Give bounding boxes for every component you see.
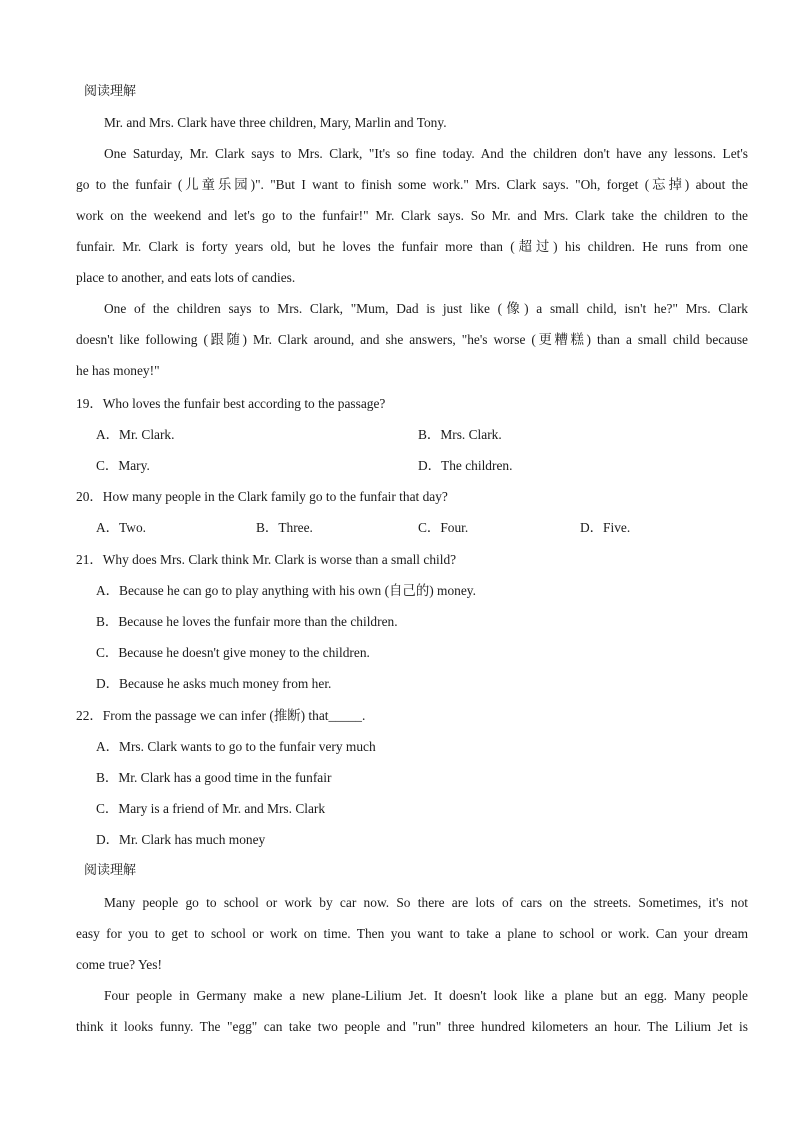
- passage-line: place to another, and eats lots of candies.: [76, 270, 296, 285]
- answer-option[interactable]: D．Because he asks much money from her.: [96, 676, 332, 691]
- answer-option[interactable]: C．Mary.: [96, 458, 150, 473]
- answer-option[interactable]: C．Mary is a friend of Mr. and Mrs. Clark: [96, 801, 326, 816]
- question-stem: 20．How many people in the Clark family go to the funfair that day?: [76, 489, 448, 504]
- passage-line: go to the funfair (儿童乐园)". "But I want to finish some work." Mrs. Clark says. "Oh, forget (忘掉) about the: [76, 177, 748, 192]
- question-stem: 22．From the passage we can infer (推断) that_____.: [76, 708, 366, 723]
- section-header: 阅读理解: [84, 84, 137, 99]
- section-header: 阅读理解: [84, 863, 137, 878]
- answer-option[interactable]: A．Two.: [96, 520, 147, 535]
- answer-option[interactable]: D．The children.: [418, 458, 513, 473]
- passage-line: funfair. Mr. Clark is forty years old, but he loves the funfair more than (超过) his children. He runs from one: [76, 239, 748, 254]
- passage-line: come true? Yes!: [76, 957, 162, 972]
- answer-option[interactable]: A．Mrs. Clark wants to go to the funfair very much: [96, 739, 376, 754]
- passage-line: One Saturday, Mr. Clark says to Mrs. Clark, "It's so fine today. And the children don't have any lessons. Let's: [104, 146, 748, 161]
- answer-option[interactable]: D．Mr. Clark has much money: [96, 832, 266, 847]
- passage-line: easy for you to get to school or work on time. Then you want to take a plane to school or work. Can your dream: [76, 926, 748, 941]
- answer-option[interactable]: A．Mr. Clark.: [96, 427, 175, 442]
- answer-option[interactable]: B．Mr. Clark has a good time in the funfair: [96, 770, 332, 785]
- passage-line: work on the weekend and let's go to the funfair!" Mr. Clark says. So Mr. and Mrs. Clark take the children to the: [76, 208, 748, 223]
- passage-line: Four people in Germany make a new plane-Lilium Jet. It doesn't look like a plane but an egg. Many people: [104, 988, 748, 1003]
- passage-line: One of the children says to Mrs. Clark, "Mum, Dad is just like (像) a small child, isn't he?" Mrs. Clark: [104, 301, 748, 316]
- answer-option[interactable]: C．Because he doesn't give money to the children.: [96, 645, 370, 660]
- answer-option[interactable]: B．Because he loves the funfair more than the children.: [96, 614, 398, 629]
- question-stem: 21．Why does Mrs. Clark think Mr. Clark is worse than a small child?: [76, 552, 457, 567]
- answer-option[interactable]: D．Five.: [580, 520, 631, 535]
- passage-line: think it looks funny. The "egg" can take two people and "run" three hundred kilometers an hour. The Lilium Jet is: [76, 1019, 748, 1034]
- answer-option[interactable]: B．Three.: [256, 520, 313, 535]
- passage-line: doesn't like following (跟随) Mr. Clark around, and she answers, "he's worse (更糟糕) than a small child because: [76, 332, 748, 347]
- answer-option[interactable]: C．Four.: [418, 520, 469, 535]
- answer-option[interactable]: B．Mrs. Clark.: [418, 427, 502, 442]
- question-stem: 19．Who loves the funfair best according to the passage?: [76, 396, 386, 411]
- answer-option[interactable]: A．Because he can go to play anything with his own (自己的) money.: [96, 583, 476, 598]
- passage-line: he has money!": [76, 363, 160, 378]
- passage-line: Many people go to school or work by car now. So there are lots of cars on the streets. Sometimes, it's not: [104, 895, 748, 910]
- passage-line: Mr. and Mrs. Clark have three children, Mary, Marlin and Tony.: [104, 115, 447, 130]
